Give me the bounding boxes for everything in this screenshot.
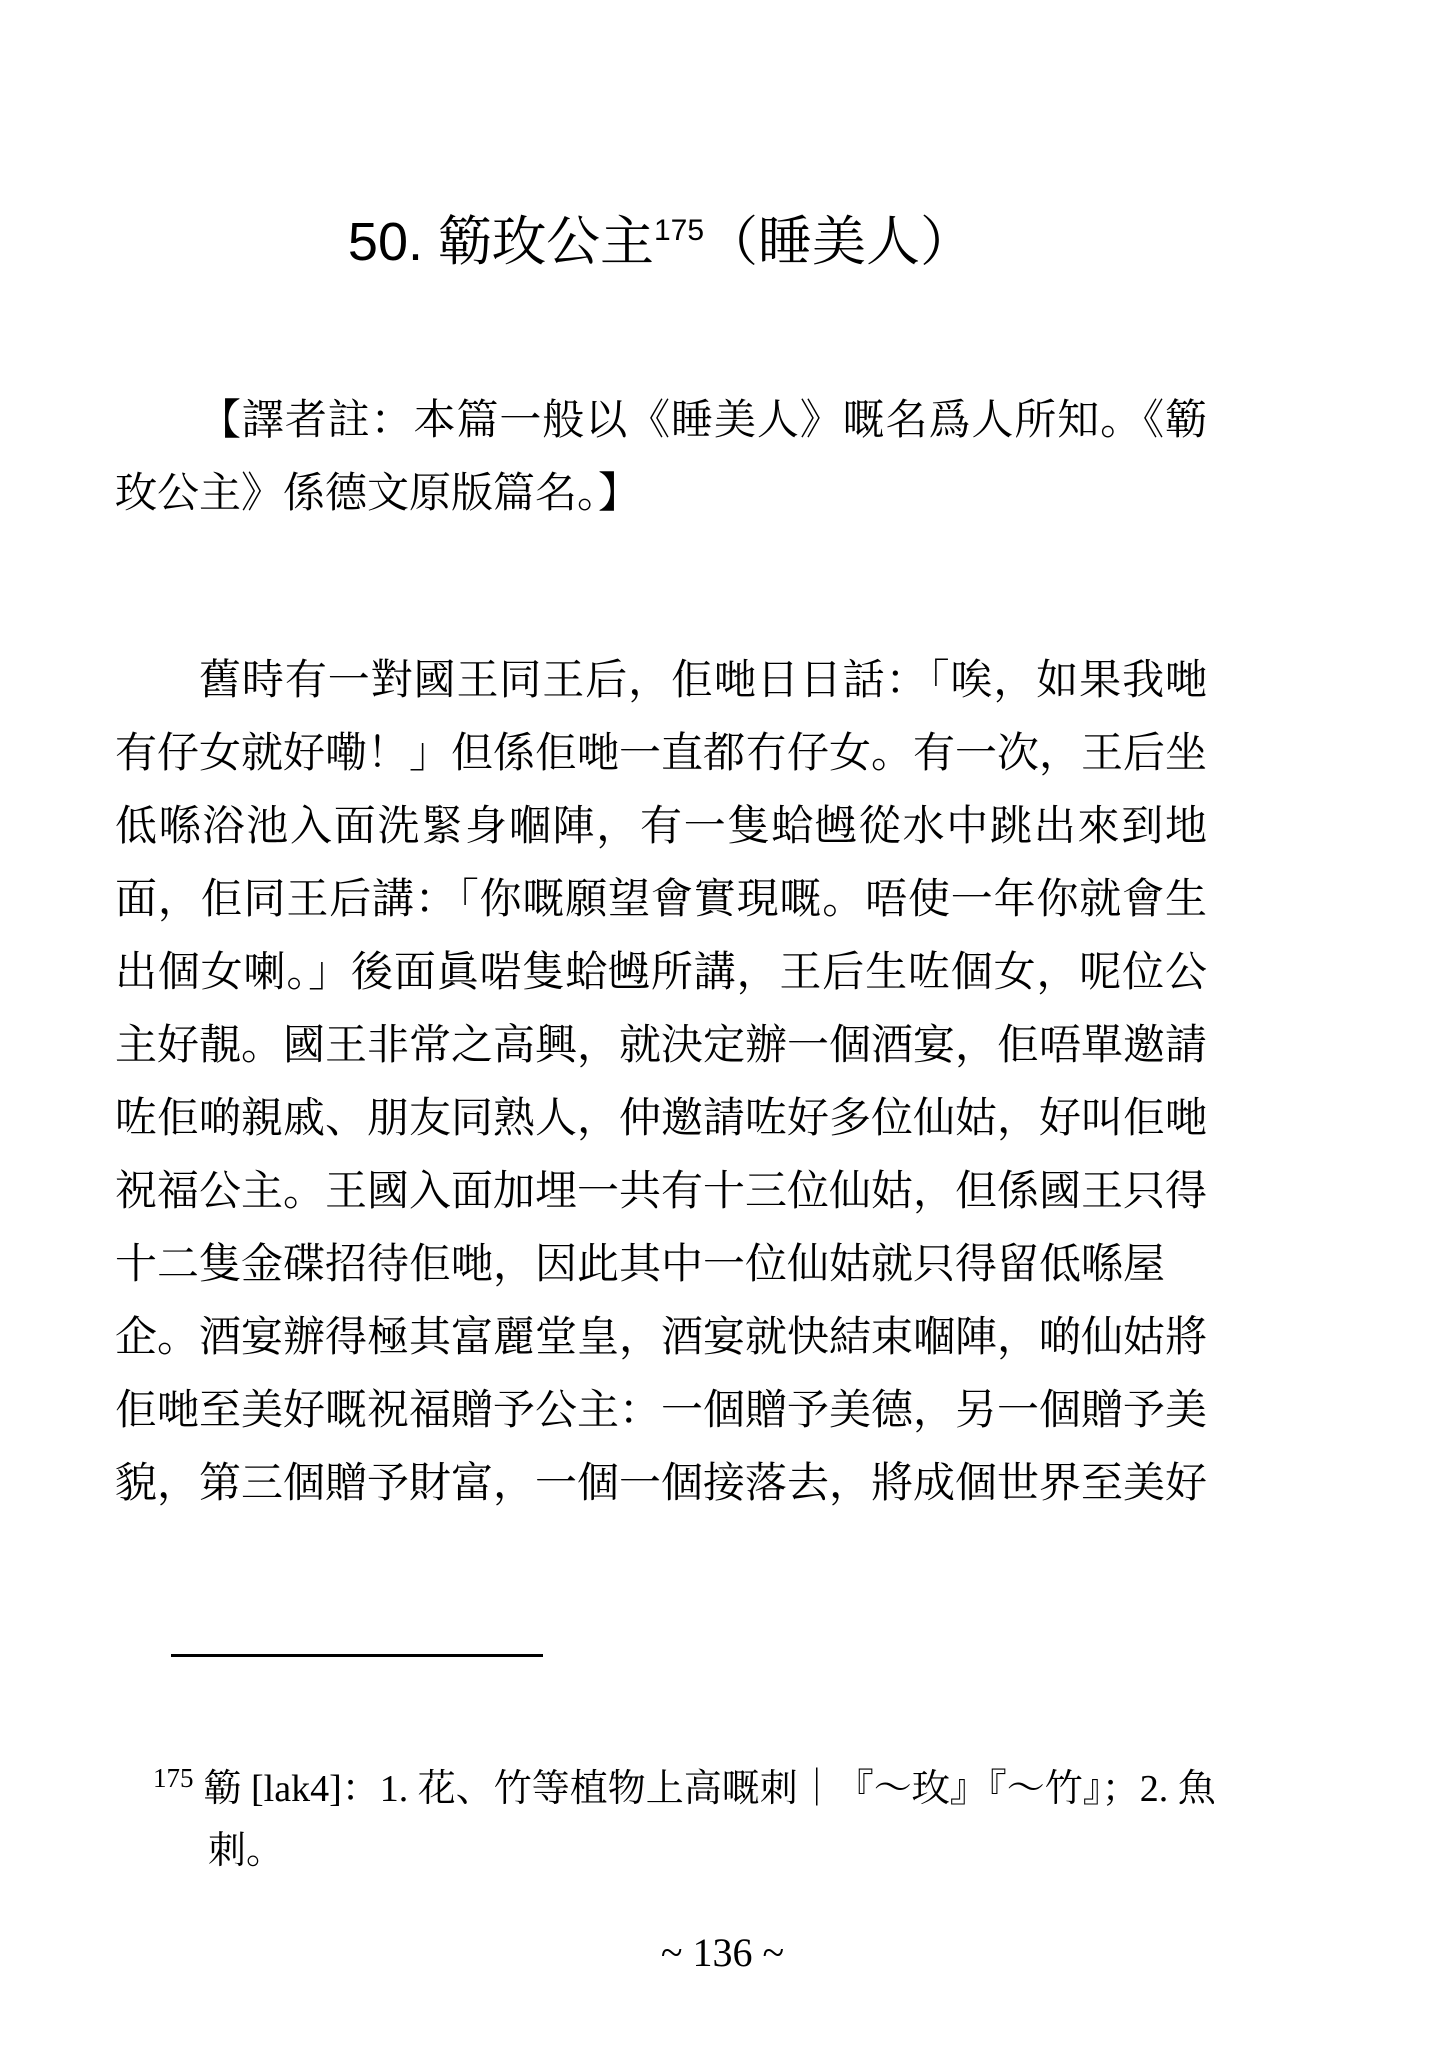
story-line: 十二隻金碟招待佢哋，因此其中一位仙姑就只得留低喺屋	[115, 1242, 1166, 1288]
story-line: 低喺浴池入面洗緊身嗰陣，有一隻蛤乸從水中跳出來到地	[115, 804, 1207, 850]
story-line: 有仔女就好嘞！」但係佢哋一直都冇仔女。有一次，王后坐	[115, 731, 1208, 777]
story-line: 企。酒宴辦得極其富麗堂皇，酒宴就快結束嗰陣，啲仙姑將	[115, 1315, 1208, 1361]
footnote-separator	[171, 1654, 543, 1657]
story-line: 佢哋至美好嘅祝福贈予公主：一個贈予美德，另一個贈予美	[115, 1388, 1208, 1434]
footnote-line	[115, 1742, 1245, 1815]
story-line: 咗佢啲親戚、朋友同熟人，仲邀請咗好多位仙姑，好叫佢哋	[115, 1096, 1208, 1142]
story-line: 面，佢同王后講：「你嘅願望會實現嘅。唔使一年你就會生	[115, 877, 1207, 923]
translator-note-line: 【譯者註：本篇一般以《睡美人》嘅名爲人所知。《簕	[199, 398, 1207, 444]
story-line: 主好靚。國王非常之高興，就決定辦一個酒宴，佢唔單邀請	[115, 1023, 1208, 1069]
story-line: 出個女喇。」後面眞啱隻蛤乸所講，王后生咗個女，呢位公	[115, 950, 1207, 996]
title-footnote-ref: 175	[654, 214, 705, 247]
page-number: ~ 136 ~	[660, 1930, 785, 1975]
translator-note	[115, 385, 1207, 531]
story-line: 舊時有一對國王同王后，佢哋日日話：「唉，如果我哋	[199, 658, 1207, 704]
footnote-line: 刺。	[208, 1830, 285, 1872]
translator-note-line: 玫公主》係德文原版篇名。】	[115, 471, 641, 517]
chapter-title	[115, 196, 1207, 277]
story-line: 祝福公主。王國入面加埋一共有十三位仙姑，但係國王只得	[115, 1169, 1208, 1215]
chapter-title-subtitle: （睡美人）	[704, 212, 975, 272]
story-paragraph	[115, 645, 1207, 1521]
footnote-ref-number: 175	[153, 1763, 194, 1793]
story-line: 貌，第三個贈予財富，一個一個接落去，將成個世界至美好	[115, 1461, 1208, 1507]
footnote	[115, 1742, 1245, 1888]
footnote-text: 簕 [lak4]：1. 花、竹等植物上高嘅刺｜『～玫』『～竹』；2. 魚	[203, 1768, 1216, 1810]
chapter-title-main: 50. 簕玫公主	[347, 212, 654, 272]
